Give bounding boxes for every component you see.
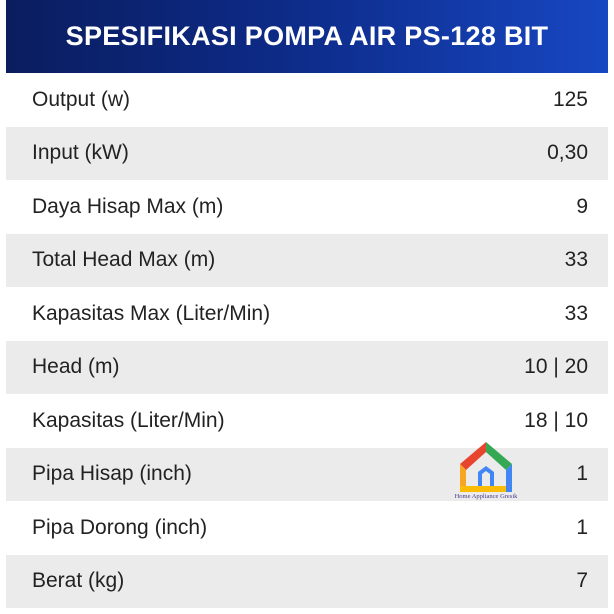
table-row	[6, 287, 608, 341]
table-row	[6, 501, 608, 555]
row-label: Pipa Hisap (inch)	[32, 462, 192, 486]
row-value: 125	[552, 87, 588, 111]
row-label: Daya Hisap Max (m)	[32, 194, 224, 218]
spec-sheet	[6, 0, 608, 608]
row-label: Pipa Dorong (inch)	[32, 515, 208, 539]
row-label: Head (m)	[32, 355, 120, 379]
table-row	[6, 341, 608, 395]
row-value: 1	[576, 462, 588, 486]
watermark-text: Home Appliance Gresik	[454, 493, 518, 500]
table-row	[6, 73, 608, 127]
row-label: Kapasitas (Liter/Min)	[32, 408, 225, 432]
row-value: 7	[576, 569, 588, 593]
row-label: Berat (kg)	[32, 569, 125, 593]
table-row	[6, 555, 608, 609]
row-label: Input (kW)	[32, 141, 129, 165]
table-row	[6, 234, 608, 288]
table-row	[6, 180, 608, 234]
row-label: Total Head Max (m)	[32, 248, 216, 272]
row-label: Output (w)	[32, 87, 131, 111]
row-value: 10 | 20	[524, 355, 588, 379]
row-value: 33	[564, 248, 588, 272]
row-value: 33	[564, 301, 588, 325]
row-value: 18 | 10	[524, 408, 588, 432]
watermark-logo	[444, 440, 528, 506]
page-title: SPESIFIKASI POMPA AIR PS-128 BIT	[65, 21, 549, 51]
spec-table	[6, 73, 608, 608]
row-value: 9	[576, 194, 588, 218]
row-value: 0,30	[547, 141, 588, 165]
row-label: Kapasitas Max (Liter/Min)	[32, 301, 271, 325]
table-row	[6, 127, 608, 181]
house-logo-icon	[457, 440, 515, 494]
row-value: 1	[576, 515, 588, 539]
header-banner	[6, 0, 608, 73]
